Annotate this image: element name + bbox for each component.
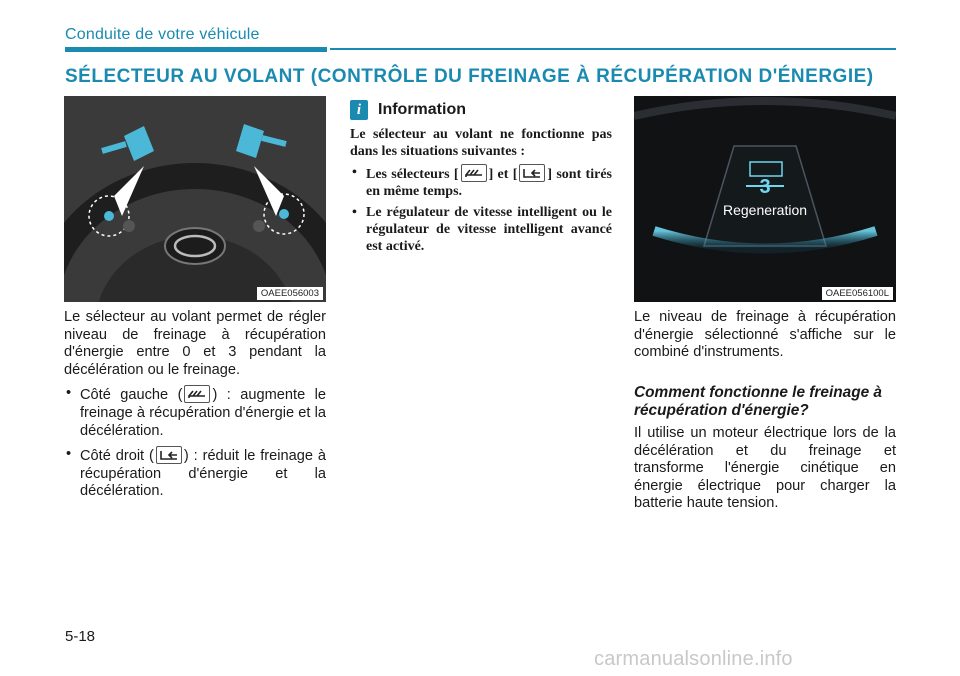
cluster-display-photo bbox=[634, 96, 896, 302]
explanation-paragraph: Il utilise un moteur électrique lors de la décélération et du freinage et transforme l'énergie cinétique en énergie électrique pour charger la batterie haute tension. bbox=[634, 425, 896, 512]
bullet-text: ) : augmente le freinage à récupération d'énergie et la décélération. bbox=[80, 387, 326, 439]
cluster-illustration bbox=[634, 96, 896, 302]
steering-wheel-photo bbox=[64, 96, 326, 302]
cluster-description: Le niveau de freinage à récupération d'énergie sélectionné s'affiche sur le combiné d'instruments. bbox=[634, 309, 896, 361]
bullet-text: Les sélecteurs [ bbox=[366, 167, 459, 182]
bullet-text: ] sont tirés en même temps. bbox=[366, 167, 612, 199]
info-label: Information bbox=[378, 101, 466, 118]
figure-code: OAEE056003 bbox=[257, 287, 323, 300]
bullet-text: Côté gauche ( bbox=[80, 387, 183, 404]
bullet-text: Côté droit ( bbox=[80, 448, 154, 465]
column-right bbox=[634, 309, 896, 362]
subheading: Comment fonctionne le freinage à récupération d'énergie? bbox=[634, 384, 882, 419]
paddle-decrease-icon bbox=[519, 164, 545, 182]
header-rule-thick bbox=[65, 47, 327, 52]
page-number: 5-18 bbox=[65, 628, 96, 645]
steering-wheel-illustration bbox=[64, 96, 326, 302]
info-icon: i bbox=[350, 100, 368, 120]
header-rule-thin bbox=[330, 48, 896, 50]
paddle-increase-icon bbox=[461, 164, 487, 182]
bullet-text: Le régulateur de vitesse intelligent ou le régulateur de vitesse intelligent avancé est activé. bbox=[366, 205, 612, 254]
paddle-increase-icon bbox=[184, 385, 210, 403]
info-box bbox=[350, 126, 612, 255]
figure-code: OAEE056100L bbox=[822, 287, 893, 300]
section-title: Conduite de votre véhicule bbox=[65, 26, 260, 43]
column-left bbox=[64, 309, 326, 501]
regen-label: Regeneration bbox=[722, 202, 808, 218]
list-item bbox=[350, 204, 612, 255]
intro-paragraph: Le sélecteur au volant permet de régler niveau de freinage à récupération d'énergie entre 0 et 3 pendant la décélération ou le freinage. bbox=[64, 309, 326, 378]
paddle-decrease-icon bbox=[156, 446, 182, 464]
list-item bbox=[64, 385, 326, 440]
regen-level-value: 3 bbox=[759, 176, 771, 198]
list-item bbox=[350, 164, 612, 200]
page-title: SÉLECTEUR AU VOLANT (CONTRÔLE DU FREINAGE À RÉCUPÉRATION D'ÉNERGIE) bbox=[65, 66, 874, 87]
bullet-text: ) : réduit le freinage à récupération d'énergie et la décélération. bbox=[80, 448, 326, 500]
watermark: carmanualsonline.info bbox=[594, 648, 793, 670]
bullet-text: ] et [ bbox=[488, 167, 518, 182]
list-item bbox=[64, 446, 326, 501]
info-intro: Le sélecteur au volant ne fonctionne pas dans les situations suivantes : bbox=[350, 127, 612, 159]
